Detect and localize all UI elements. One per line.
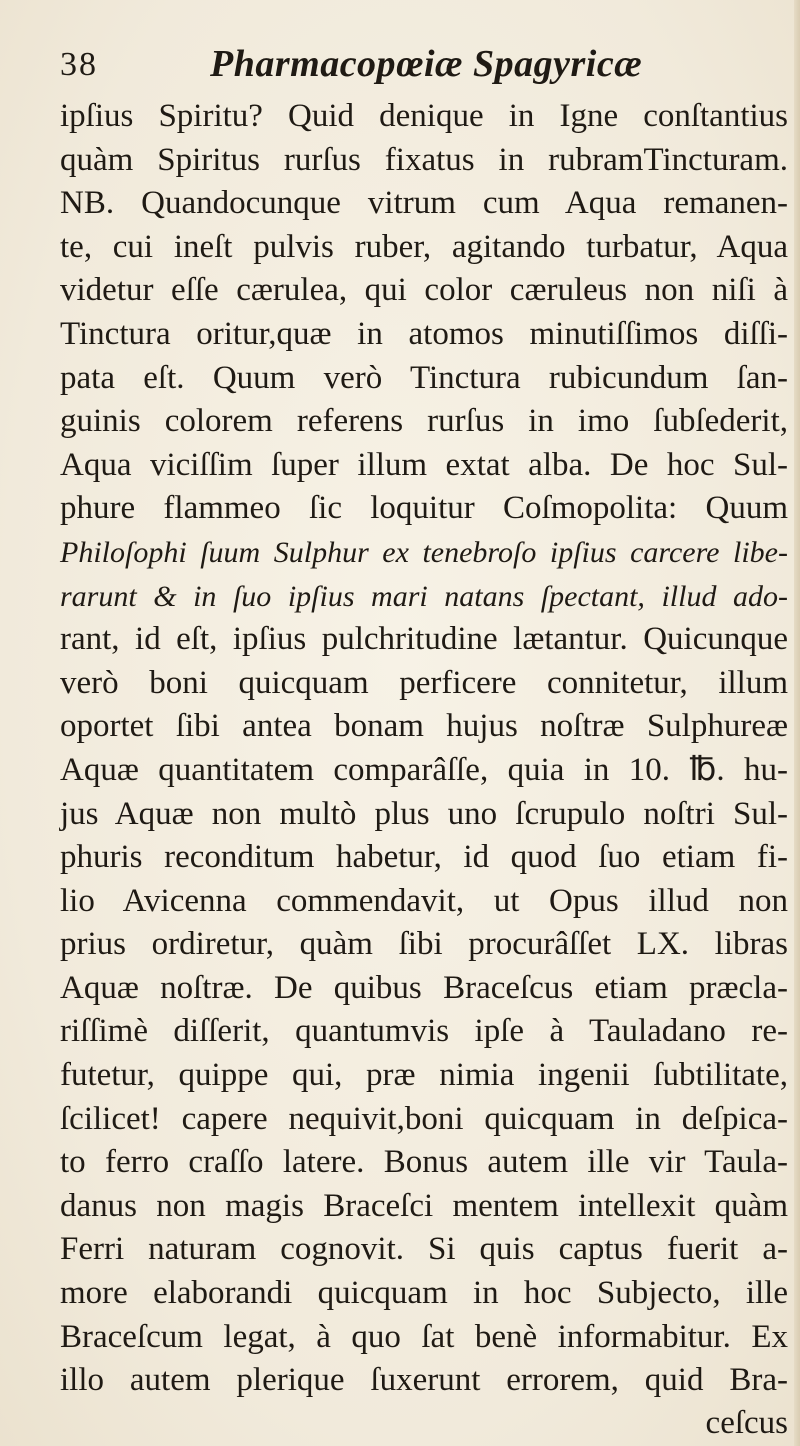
page-header xyxy=(60,38,760,88)
body-text xyxy=(60,95,788,1403)
text-line: te, cui ineſt pulvis ruber, agitando turbatur, Aqua xyxy=(60,228,788,265)
text-line: rant, id eſt, ipſius pulchritudine lætantur. Quicunque xyxy=(60,621,788,658)
text-line: Ferri naturam cognovit. Si quis captus fuerit a- xyxy=(60,1231,788,1268)
page-number: 38 xyxy=(60,46,98,83)
text-line: prius ordiretur, quàm ſibi procurâſſet LX. libras xyxy=(60,926,788,963)
text-line: quàm Spiritus rurſus fixatus in rubramTincturam. xyxy=(60,141,788,178)
catchword: ceſcus xyxy=(705,1405,788,1441)
text-line: phuris reconditum habetur, id quod ſuo etiam fi- xyxy=(60,839,788,876)
text-line: illo autem plerique ſuxerunt errorem, quid Bra- xyxy=(60,1362,788,1399)
text-line: more elaborandi quicquam in hoc Subjecto, ille xyxy=(60,1275,788,1312)
text-line: Aquæ noſtræ. De quibus Braceſcus etiam præcla- xyxy=(60,969,788,1006)
text-line: lio Avicenna commendavit, ut Opus illud non xyxy=(60,882,788,919)
text-line: Tinctura oritur,quæ in atomos minutiſſimos diſſi- xyxy=(60,315,788,352)
text-line: Aquæ quantitatem comparâſſe, quia in 10. ℔. hu- xyxy=(60,751,788,788)
text-line: jus Aquæ non multò plus uno ſcrupulo noſtri Sul- xyxy=(60,795,788,832)
text-line: guinis colorem referens rurſus in imo ſubſederit, xyxy=(60,403,788,440)
page-edge xyxy=(794,0,800,1446)
text-line: videtur eſſe cærulea, qui color cæruleus non niſi à xyxy=(60,272,788,309)
text-line: Philoſophi ſuum Sulphur ex tenebroſo ipſius carcere libe- xyxy=(60,535,788,569)
text-line: Aqua viciſſim ſuper illum extat alba. De hoc Sul- xyxy=(60,446,788,483)
text-line: riſſimè diſſerit, quantumvis ipſe à Tauladano re- xyxy=(60,1013,788,1050)
text-line: Braceſcum legat, à quo ſat benè informabitur. Ex xyxy=(60,1318,788,1355)
text-line: oportet ſibi antea bonam hujus noſtræ Sulphureæ xyxy=(60,708,788,745)
text-line: rarunt & in ſuo ipſius mari natans ſpectant, illud ado- xyxy=(60,579,788,613)
text-line: NB. Quandocunque vitrum cum Aqua remanen- xyxy=(60,185,788,222)
text-line: ipſius Spiritu? Quid denique in Igne conſtantius xyxy=(60,98,788,134)
text-line: to ferro craſſo latere. Bonus autem ille vir Taula- xyxy=(60,1144,788,1181)
running-title: Pharmacopœiæ Spagyricæ xyxy=(210,43,643,85)
text-line: futetur, quippe qui, præ nimia ingenii ſubtilitate, xyxy=(60,1057,788,1094)
text-line: ſcilicet! capere nequivit,boni quicquam in deſpica- xyxy=(60,1100,788,1137)
text-line: pata eſt. Quum verò Tinctura rubicundum ſan- xyxy=(60,359,788,396)
text-line: danus non magis Braceſci mentem intellexit quàm xyxy=(60,1187,788,1224)
text-line: verò boni quicquam perficere connitetur, illum xyxy=(60,664,788,701)
text-line: phure flammeo ſic loquitur Coſmopolita: Quum xyxy=(60,490,788,527)
